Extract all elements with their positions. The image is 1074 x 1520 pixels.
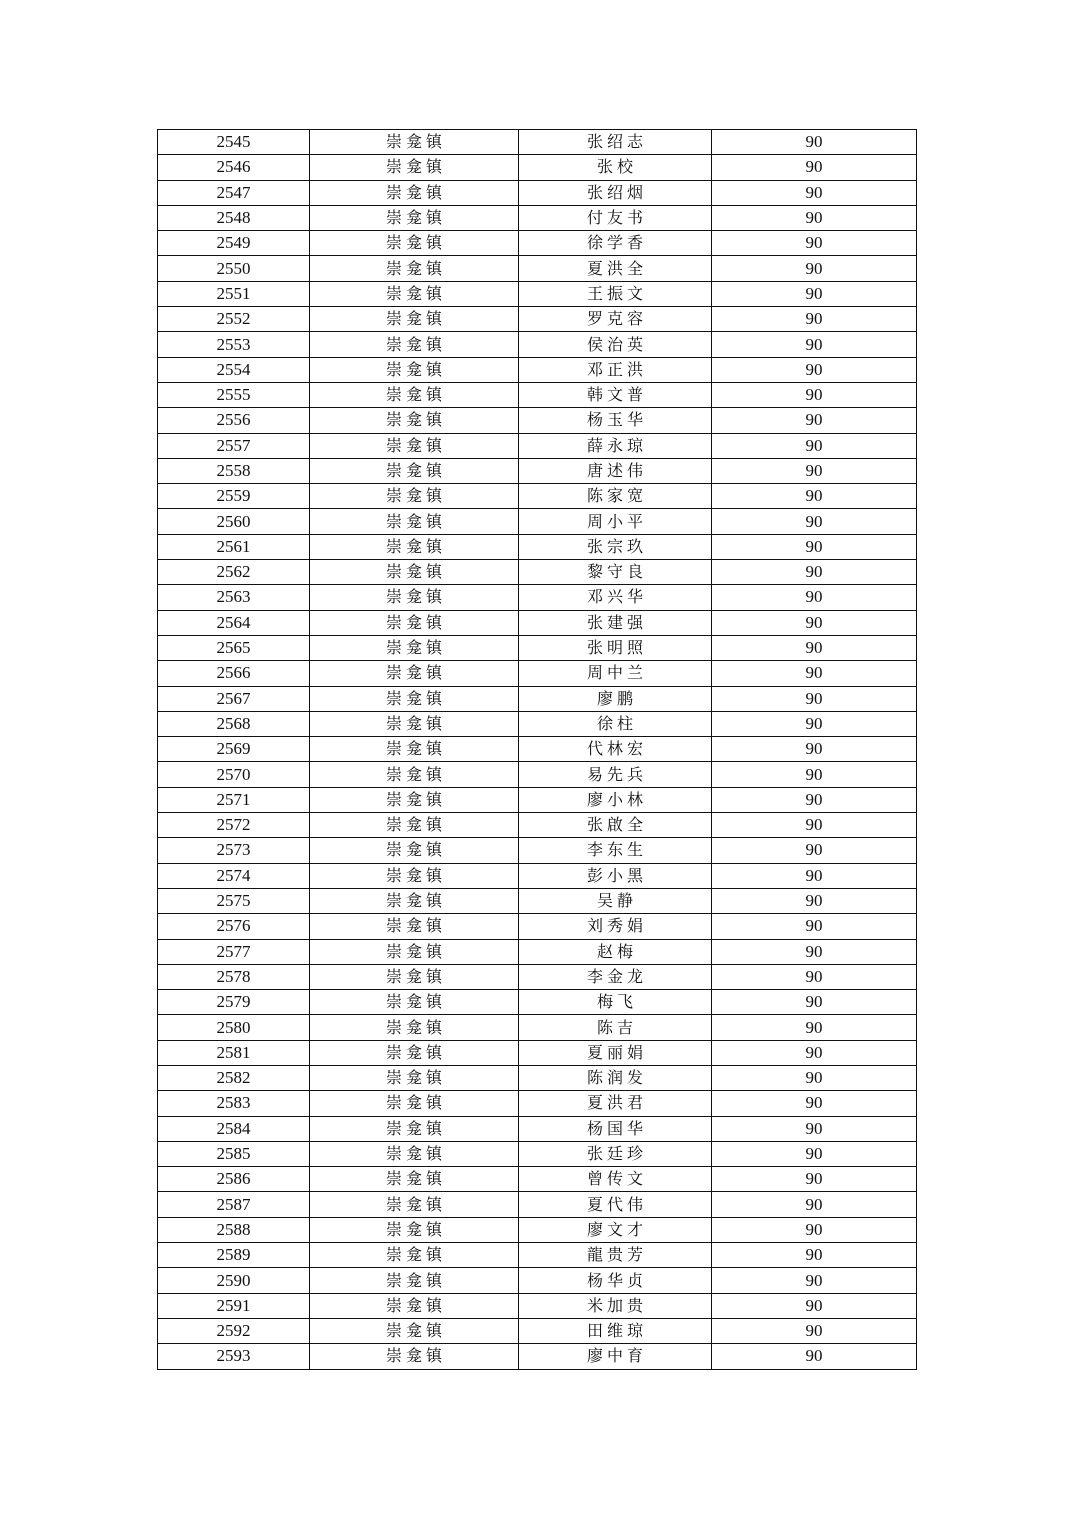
row-number-cell: 2555 xyxy=(158,382,310,407)
score-cell: 90 xyxy=(712,686,917,711)
row-number-cell: 2580 xyxy=(158,1015,310,1040)
table-row xyxy=(158,1344,917,1369)
town-cell: 崇龛镇 xyxy=(310,737,519,762)
row-number-cell: 2563 xyxy=(158,585,310,610)
score-cell: 90 xyxy=(712,1268,917,1293)
score-cell: 90 xyxy=(712,813,917,838)
row-number-cell: 2545 xyxy=(158,130,310,155)
score-cell: 90 xyxy=(712,205,917,230)
person-name-cell: 付友书 xyxy=(519,205,712,230)
row-number-cell: 2568 xyxy=(158,711,310,736)
person-name-cell: 张啟全 xyxy=(519,813,712,838)
table-row xyxy=(158,256,917,281)
score-cell: 90 xyxy=(712,1065,917,1090)
town-cell: 崇龛镇 xyxy=(310,1065,519,1090)
town-cell: 崇龛镇 xyxy=(310,509,519,534)
score-cell: 90 xyxy=(712,635,917,660)
table-row xyxy=(158,509,917,534)
score-cell: 90 xyxy=(712,888,917,913)
row-number-cell: 2576 xyxy=(158,914,310,939)
row-number-cell: 2569 xyxy=(158,737,310,762)
score-cell: 90 xyxy=(712,484,917,509)
town-cell: 崇龛镇 xyxy=(310,155,519,180)
person-name-cell: 张绍烟 xyxy=(519,180,712,205)
town-cell: 崇龛镇 xyxy=(310,661,519,686)
table-row xyxy=(158,307,917,332)
score-cell: 90 xyxy=(712,534,917,559)
table-row xyxy=(158,939,917,964)
score-cell: 90 xyxy=(712,737,917,762)
person-name-cell: 吴静 xyxy=(519,888,712,913)
row-number-cell: 2553 xyxy=(158,332,310,357)
person-name-cell: 陈吉 xyxy=(519,1015,712,1040)
town-cell: 崇龛镇 xyxy=(310,433,519,458)
score-cell: 90 xyxy=(712,382,917,407)
row-number-cell: 2587 xyxy=(158,1192,310,1217)
person-name-cell: 夏丽娟 xyxy=(519,1040,712,1065)
person-name-cell: 米加贵 xyxy=(519,1293,712,1318)
row-number-cell: 2590 xyxy=(158,1268,310,1293)
score-cell: 90 xyxy=(712,155,917,180)
town-cell: 崇龛镇 xyxy=(310,1141,519,1166)
table-row xyxy=(158,1141,917,1166)
town-cell: 崇龛镇 xyxy=(310,382,519,407)
row-number-cell: 2546 xyxy=(158,155,310,180)
score-cell: 90 xyxy=(712,1091,917,1116)
person-name-cell: 张宗玖 xyxy=(519,534,712,559)
table-row xyxy=(158,964,917,989)
town-cell: 崇龛镇 xyxy=(310,1116,519,1141)
table-row xyxy=(158,180,917,205)
town-cell: 崇龛镇 xyxy=(310,888,519,913)
table-row xyxy=(158,484,917,509)
table-row xyxy=(158,1268,917,1293)
table-row xyxy=(158,281,917,306)
person-name-cell: 张建强 xyxy=(519,610,712,635)
row-number-cell: 2559 xyxy=(158,484,310,509)
person-name-cell: 邓正洪 xyxy=(519,357,712,382)
score-cell: 90 xyxy=(712,560,917,585)
person-name-cell: 廖中育 xyxy=(519,1344,712,1369)
table-row xyxy=(158,787,917,812)
town-cell: 崇龛镇 xyxy=(310,838,519,863)
roster-table-body xyxy=(158,130,917,1370)
person-name-cell: 徐学香 xyxy=(519,231,712,256)
person-name-cell: 廖鹏 xyxy=(519,686,712,711)
person-name-cell: 薛永琼 xyxy=(519,433,712,458)
table-row xyxy=(158,332,917,357)
town-cell: 崇龛镇 xyxy=(310,1318,519,1343)
table-row xyxy=(158,458,917,483)
person-name-cell: 陈家宽 xyxy=(519,484,712,509)
table-row xyxy=(158,534,917,559)
town-cell: 崇龛镇 xyxy=(310,635,519,660)
row-number-cell: 2571 xyxy=(158,787,310,812)
row-number-cell: 2578 xyxy=(158,964,310,989)
table-row xyxy=(158,610,917,635)
person-name-cell: 周中兰 xyxy=(519,661,712,686)
town-cell: 崇龛镇 xyxy=(310,1167,519,1192)
score-cell: 90 xyxy=(712,1318,917,1343)
row-number-cell: 2592 xyxy=(158,1318,310,1343)
town-cell: 崇龛镇 xyxy=(310,256,519,281)
score-cell: 90 xyxy=(712,180,917,205)
town-cell: 崇龛镇 xyxy=(310,939,519,964)
table-row xyxy=(158,1318,917,1343)
table-row xyxy=(158,1065,917,1090)
row-number-cell: 2565 xyxy=(158,635,310,660)
person-name-cell: 邓兴华 xyxy=(519,585,712,610)
score-cell: 90 xyxy=(712,838,917,863)
town-cell: 崇龛镇 xyxy=(310,534,519,559)
row-number-cell: 2593 xyxy=(158,1344,310,1369)
town-cell: 崇龛镇 xyxy=(310,1293,519,1318)
table-row xyxy=(158,1293,917,1318)
row-number-cell: 2550 xyxy=(158,256,310,281)
person-name-cell: 田维琼 xyxy=(519,1318,712,1343)
score-cell: 90 xyxy=(712,1192,917,1217)
person-name-cell: 唐述伟 xyxy=(519,458,712,483)
person-name-cell: 彭小黑 xyxy=(519,863,712,888)
score-cell: 90 xyxy=(712,661,917,686)
row-number-cell: 2586 xyxy=(158,1167,310,1192)
row-number-cell: 2564 xyxy=(158,610,310,635)
table-row xyxy=(158,1040,917,1065)
score-cell: 90 xyxy=(712,458,917,483)
table-row xyxy=(158,1091,917,1116)
score-cell: 90 xyxy=(712,1217,917,1242)
table-row xyxy=(158,1015,917,1040)
roster-table xyxy=(157,129,917,1370)
town-cell: 崇龛镇 xyxy=(310,180,519,205)
town-cell: 崇龛镇 xyxy=(310,560,519,585)
row-number-cell: 2554 xyxy=(158,357,310,382)
table-row xyxy=(158,686,917,711)
score-cell: 90 xyxy=(712,863,917,888)
town-cell: 崇龛镇 xyxy=(310,484,519,509)
row-number-cell: 2558 xyxy=(158,458,310,483)
town-cell: 崇龛镇 xyxy=(310,1040,519,1065)
score-cell: 90 xyxy=(712,1344,917,1369)
table-row xyxy=(158,863,917,888)
town-cell: 崇龛镇 xyxy=(310,787,519,812)
table-row xyxy=(158,1217,917,1242)
row-number-cell: 2583 xyxy=(158,1091,310,1116)
town-cell: 崇龛镇 xyxy=(310,964,519,989)
score-cell: 90 xyxy=(712,408,917,433)
town-cell: 崇龛镇 xyxy=(310,130,519,155)
town-cell: 崇龛镇 xyxy=(310,357,519,382)
table-row xyxy=(158,914,917,939)
score-cell: 90 xyxy=(712,711,917,736)
score-cell: 90 xyxy=(712,585,917,610)
score-cell: 90 xyxy=(712,610,917,635)
row-number-cell: 2547 xyxy=(158,180,310,205)
row-number-cell: 2581 xyxy=(158,1040,310,1065)
score-cell: 90 xyxy=(712,1015,917,1040)
row-number-cell: 2579 xyxy=(158,990,310,1015)
person-name-cell: 李金龙 xyxy=(519,964,712,989)
row-number-cell: 2549 xyxy=(158,231,310,256)
row-number-cell: 2557 xyxy=(158,433,310,458)
person-name-cell: 徐柱 xyxy=(519,711,712,736)
person-name-cell: 龍贵芳 xyxy=(519,1243,712,1268)
table-row xyxy=(158,1192,917,1217)
table-row xyxy=(158,661,917,686)
town-cell: 崇龛镇 xyxy=(310,686,519,711)
row-number-cell: 2551 xyxy=(158,281,310,306)
town-cell: 崇龛镇 xyxy=(310,914,519,939)
person-name-cell: 侯治英 xyxy=(519,332,712,357)
person-name-cell: 张绍志 xyxy=(519,130,712,155)
table-row xyxy=(158,888,917,913)
town-cell: 崇龛镇 xyxy=(310,813,519,838)
row-number-cell: 2573 xyxy=(158,838,310,863)
table-row xyxy=(158,560,917,585)
row-number-cell: 2570 xyxy=(158,762,310,787)
table-row xyxy=(158,737,917,762)
table-row xyxy=(158,1116,917,1141)
person-name-cell: 廖文才 xyxy=(519,1217,712,1242)
town-cell: 崇龛镇 xyxy=(310,711,519,736)
score-cell: 90 xyxy=(712,1167,917,1192)
row-number-cell: 2582 xyxy=(158,1065,310,1090)
table-row xyxy=(158,130,917,155)
person-name-cell: 曾传文 xyxy=(519,1167,712,1192)
row-number-cell: 2572 xyxy=(158,813,310,838)
town-cell: 崇龛镇 xyxy=(310,458,519,483)
town-cell: 崇龛镇 xyxy=(310,610,519,635)
row-number-cell: 2556 xyxy=(158,408,310,433)
score-cell: 90 xyxy=(712,281,917,306)
row-number-cell: 2574 xyxy=(158,863,310,888)
score-cell: 90 xyxy=(712,964,917,989)
score-cell: 90 xyxy=(712,433,917,458)
town-cell: 崇龛镇 xyxy=(310,408,519,433)
person-name-cell: 陈润发 xyxy=(519,1065,712,1090)
table-row xyxy=(158,838,917,863)
row-number-cell: 2562 xyxy=(158,560,310,585)
score-cell: 90 xyxy=(712,1293,917,1318)
table-row xyxy=(158,635,917,660)
score-cell: 90 xyxy=(712,1040,917,1065)
score-cell: 90 xyxy=(712,1141,917,1166)
row-number-cell: 2588 xyxy=(158,1217,310,1242)
person-name-cell: 杨玉华 xyxy=(519,408,712,433)
person-name-cell: 易先兵 xyxy=(519,762,712,787)
score-cell: 90 xyxy=(712,509,917,534)
table-row xyxy=(158,155,917,180)
table-row xyxy=(158,762,917,787)
table-row xyxy=(158,585,917,610)
table-row xyxy=(158,205,917,230)
score-cell: 90 xyxy=(712,357,917,382)
town-cell: 崇龛镇 xyxy=(310,1268,519,1293)
table-row xyxy=(158,1243,917,1268)
row-number-cell: 2560 xyxy=(158,509,310,534)
town-cell: 崇龛镇 xyxy=(310,231,519,256)
town-cell: 崇龛镇 xyxy=(310,762,519,787)
town-cell: 崇龛镇 xyxy=(310,1091,519,1116)
row-number-cell: 2567 xyxy=(158,686,310,711)
score-cell: 90 xyxy=(712,307,917,332)
town-cell: 崇龛镇 xyxy=(310,585,519,610)
row-number-cell: 2561 xyxy=(158,534,310,559)
town-cell: 崇龛镇 xyxy=(310,281,519,306)
score-cell: 90 xyxy=(712,787,917,812)
row-number-cell: 2552 xyxy=(158,307,310,332)
score-cell: 90 xyxy=(712,231,917,256)
table-row xyxy=(158,382,917,407)
score-cell: 90 xyxy=(712,914,917,939)
row-number-cell: 2577 xyxy=(158,939,310,964)
person-name-cell: 夏洪全 xyxy=(519,256,712,281)
town-cell: 崇龛镇 xyxy=(310,307,519,332)
score-cell: 90 xyxy=(712,1116,917,1141)
person-name-cell: 杨华贞 xyxy=(519,1268,712,1293)
person-name-cell: 廖小林 xyxy=(519,787,712,812)
score-cell: 90 xyxy=(712,990,917,1015)
table-row xyxy=(158,357,917,382)
person-name-cell: 刘秀娟 xyxy=(519,914,712,939)
person-name-cell: 张校 xyxy=(519,155,712,180)
score-cell: 90 xyxy=(712,332,917,357)
row-number-cell: 2584 xyxy=(158,1116,310,1141)
score-cell: 90 xyxy=(712,1243,917,1268)
row-number-cell: 2566 xyxy=(158,661,310,686)
score-cell: 90 xyxy=(712,939,917,964)
person-name-cell: 赵梅 xyxy=(519,939,712,964)
person-name-cell: 黎守良 xyxy=(519,560,712,585)
person-name-cell: 周小平 xyxy=(519,509,712,534)
row-number-cell: 2575 xyxy=(158,888,310,913)
town-cell: 崇龛镇 xyxy=(310,990,519,1015)
score-cell: 90 xyxy=(712,256,917,281)
town-cell: 崇龛镇 xyxy=(310,1344,519,1369)
town-cell: 崇龛镇 xyxy=(310,1243,519,1268)
table-row xyxy=(158,711,917,736)
table-row xyxy=(158,408,917,433)
table-row xyxy=(158,433,917,458)
person-name-cell: 王振文 xyxy=(519,281,712,306)
person-name-cell: 罗克容 xyxy=(519,307,712,332)
table-row xyxy=(158,990,917,1015)
town-cell: 崇龛镇 xyxy=(310,1217,519,1242)
town-cell: 崇龛镇 xyxy=(310,1015,519,1040)
row-number-cell: 2585 xyxy=(158,1141,310,1166)
town-cell: 崇龛镇 xyxy=(310,1192,519,1217)
person-name-cell: 韩文普 xyxy=(519,382,712,407)
person-name-cell: 杨国华 xyxy=(519,1116,712,1141)
table-row xyxy=(158,813,917,838)
person-name-cell: 代林宏 xyxy=(519,737,712,762)
town-cell: 崇龛镇 xyxy=(310,332,519,357)
person-name-cell: 张明照 xyxy=(519,635,712,660)
row-number-cell: 2589 xyxy=(158,1243,310,1268)
score-cell: 90 xyxy=(712,130,917,155)
row-number-cell: 2548 xyxy=(158,205,310,230)
person-name-cell: 夏洪君 xyxy=(519,1091,712,1116)
person-name-cell: 梅飞 xyxy=(519,990,712,1015)
person-name-cell: 李东生 xyxy=(519,838,712,863)
town-cell: 崇龛镇 xyxy=(310,205,519,230)
table-row xyxy=(158,231,917,256)
town-cell: 崇龛镇 xyxy=(310,863,519,888)
row-number-cell: 2591 xyxy=(158,1293,310,1318)
score-cell: 90 xyxy=(712,762,917,787)
person-name-cell: 张廷珍 xyxy=(519,1141,712,1166)
table-row xyxy=(158,1167,917,1192)
person-name-cell: 夏代伟 xyxy=(519,1192,712,1217)
